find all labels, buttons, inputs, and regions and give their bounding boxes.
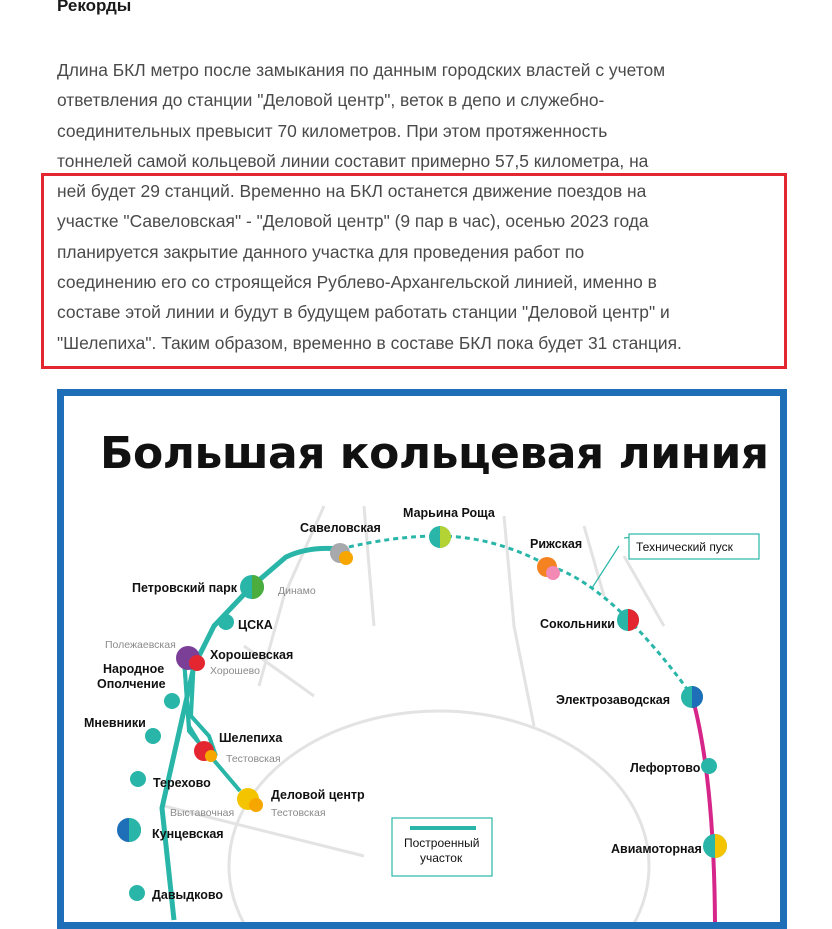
marina-roshcha-half bbox=[440, 526, 451, 548]
paragraph-line: планируется закрытие данного участка для проведения работ по bbox=[57, 241, 585, 262]
cska-marker bbox=[218, 614, 234, 630]
station-kuntsevskaya: Кунцевская bbox=[152, 827, 224, 841]
station-mnevniki: Мневники bbox=[84, 716, 146, 730]
station-narodnoe-1: Народное bbox=[103, 662, 165, 676]
paragraph-line: ней будет 29 станций. Временно на БКЛ останется движение поездов на bbox=[57, 181, 647, 202]
kuntsevskaya-half bbox=[129, 818, 141, 842]
elektrozavodskaya-half bbox=[692, 686, 703, 708]
paragraph-line: Длина БКЛ метро после замыкания по данным городских властей с учетом bbox=[57, 60, 666, 80]
station-petrovsky-park: Петровский парк bbox=[132, 581, 237, 595]
station-marina-roshcha: Марьина Роща bbox=[403, 506, 495, 520]
paragraph-line: участке "Савеловская" - "Деловой центр" (9 пар в час), осенью 2023 года bbox=[57, 211, 649, 232]
terekhovo-marker bbox=[130, 771, 146, 787]
khoroshevskaya-transfer-marker bbox=[189, 655, 205, 671]
station-cska: ЦСКА bbox=[238, 618, 273, 632]
station-rizhskaya: Рижская bbox=[530, 537, 583, 551]
delovoy-center-transfer-marker bbox=[249, 798, 263, 812]
tech-start-label: Технический пуск bbox=[636, 540, 733, 554]
station-sokolniki: Сокольники bbox=[540, 617, 615, 631]
station-khoroshevskaya: Хорошевская bbox=[210, 648, 294, 662]
savelovskaya-transfer-marker bbox=[339, 551, 353, 565]
station-shelepikha: Шелепиха bbox=[219, 731, 283, 745]
paragraph-line: ответвления до станции "Деловой центр", веток в депо и служебно- bbox=[57, 90, 605, 111]
narodnoe-marker bbox=[164, 693, 180, 709]
station-narodnoe-2: Ополчение bbox=[97, 677, 166, 691]
transfer-dinamo: Динамо bbox=[278, 585, 316, 597]
paragraph-line: составе этой линии и будут в будущем работать станции "Деловой центр" и bbox=[57, 302, 670, 323]
legend-line2: участок bbox=[420, 851, 463, 865]
station-elektrozavodskaya: Электрозаводская bbox=[556, 693, 671, 707]
station-davydkovo: Давыдково bbox=[152, 888, 224, 902]
paragraph-line: соединению его со строящейся Рублево-Архангельской линией, именно в bbox=[57, 272, 657, 293]
station-lefortovo: Лефортово bbox=[630, 761, 701, 775]
metro-map-svg bbox=[64, 396, 780, 922]
station-terekhovo: Терехово bbox=[153, 776, 211, 790]
lefortovo-marker bbox=[701, 758, 717, 774]
legend-line1: Построенный bbox=[404, 836, 480, 850]
transfer-polezhaevskaya: Полежаевская bbox=[105, 639, 176, 651]
mnevniki-marker bbox=[145, 728, 161, 744]
shelepikha-transfer-marker bbox=[205, 750, 217, 762]
paragraph-line: тоннелей самой кольцевой линии составит примерно 57,5 километра, на bbox=[57, 150, 649, 171]
paragraph-line: соединительных превысит 70 километров. При этом протяженность bbox=[57, 120, 608, 141]
rizhskaya-transfer-marker bbox=[546, 566, 560, 580]
paragraph-line: "Шелепиха". Таким образом, временно в составе БКЛ пока будет 31 станция. bbox=[57, 332, 682, 353]
transfer-khoroshovo: Хорошево bbox=[210, 665, 260, 677]
sokolniki-half bbox=[628, 609, 639, 631]
aviamotornaya-half bbox=[715, 834, 727, 858]
station-delovoy-center: Деловой центр bbox=[271, 788, 365, 802]
transfer-testovskaya-2: Тестовская bbox=[271, 807, 326, 819]
metro-map-image bbox=[57, 389, 787, 929]
section-heading: Рекорды bbox=[57, 0, 132, 15]
davydkovo-marker bbox=[129, 885, 145, 901]
transfer-vystavochnaya: Выставочная bbox=[170, 807, 235, 819]
station-aviamotornaya: Авиамоторная bbox=[611, 842, 702, 856]
highlight-box bbox=[41, 173, 787, 369]
transfer-testovskaya-1: Тестовская bbox=[226, 753, 281, 765]
station-savelovskaya: Савеловская bbox=[300, 521, 381, 535]
map-title: Большая кольцевая линия bbox=[100, 428, 769, 479]
